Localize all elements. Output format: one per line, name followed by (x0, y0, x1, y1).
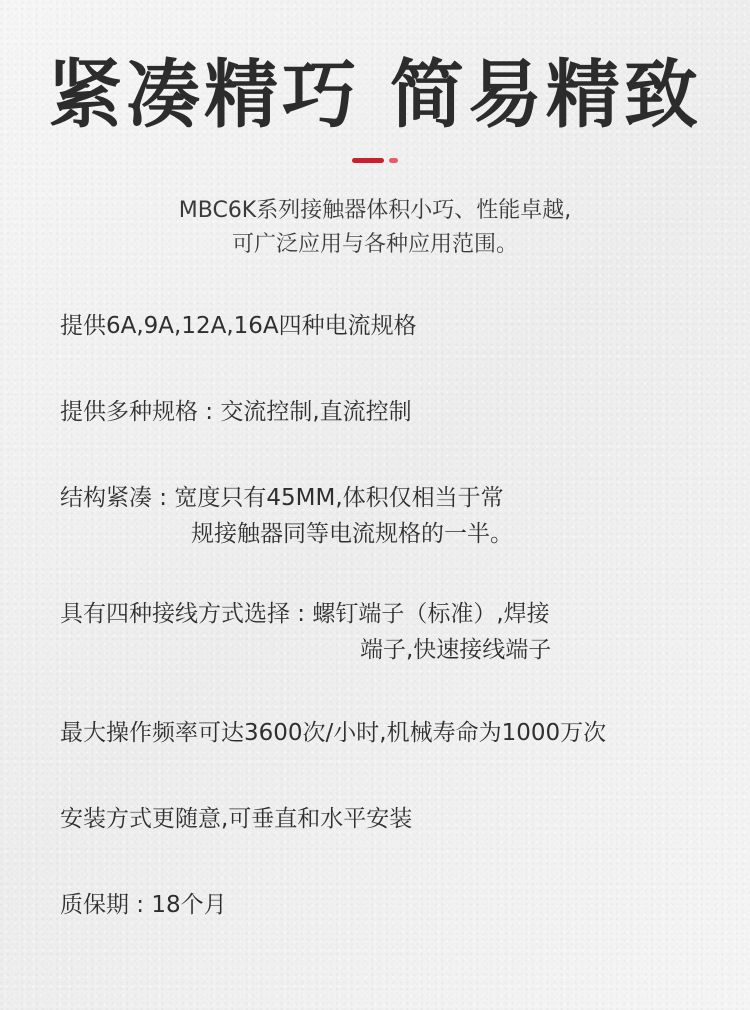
feature-installation: 安装方式更随意,可垂直和水平安装 (60, 806, 413, 832)
feature-compact-structure (60, 480, 513, 552)
accent-bar-short (389, 158, 398, 163)
feature-warranty: 质保期 : 18个月 (60, 892, 227, 918)
accent-divider (352, 158, 400, 163)
accent-bar-long (352, 158, 384, 163)
feature-compact-line-2: 规接触器同等电流规格的一半。 (191, 521, 513, 547)
feature-wiring-line-1: 具有四种接线方式选择 : 螺钉端子（标准）,焊接 (60, 601, 550, 627)
feature-wiring-options (60, 596, 551, 668)
feature-compact-line-1: 结构紧凑 : 宽度只有45MM,体积仅相当于常 (60, 485, 504, 511)
feature-current-ratings: 提供6A,9A,12A,16A四种电流规格 (60, 313, 417, 339)
intro-line-2: 可广泛应用与各种应用范围。 (231, 232, 518, 257)
feature-wiring-line-2: 端子,快速接线端子 (360, 637, 552, 663)
feature-control-types: 提供多种规格 : 交流控制,直流控制 (60, 399, 412, 425)
feature-operating-frequency: 最大操作频率可达3600次/小时,机械寿命为1000万次 (60, 720, 607, 746)
headline: 紧凑精巧 简易精致 (48, 52, 702, 138)
intro-line-1: MBC6K系列接触器体积小巧、性能卓越, (178, 198, 572, 223)
intro-text (0, 194, 750, 262)
